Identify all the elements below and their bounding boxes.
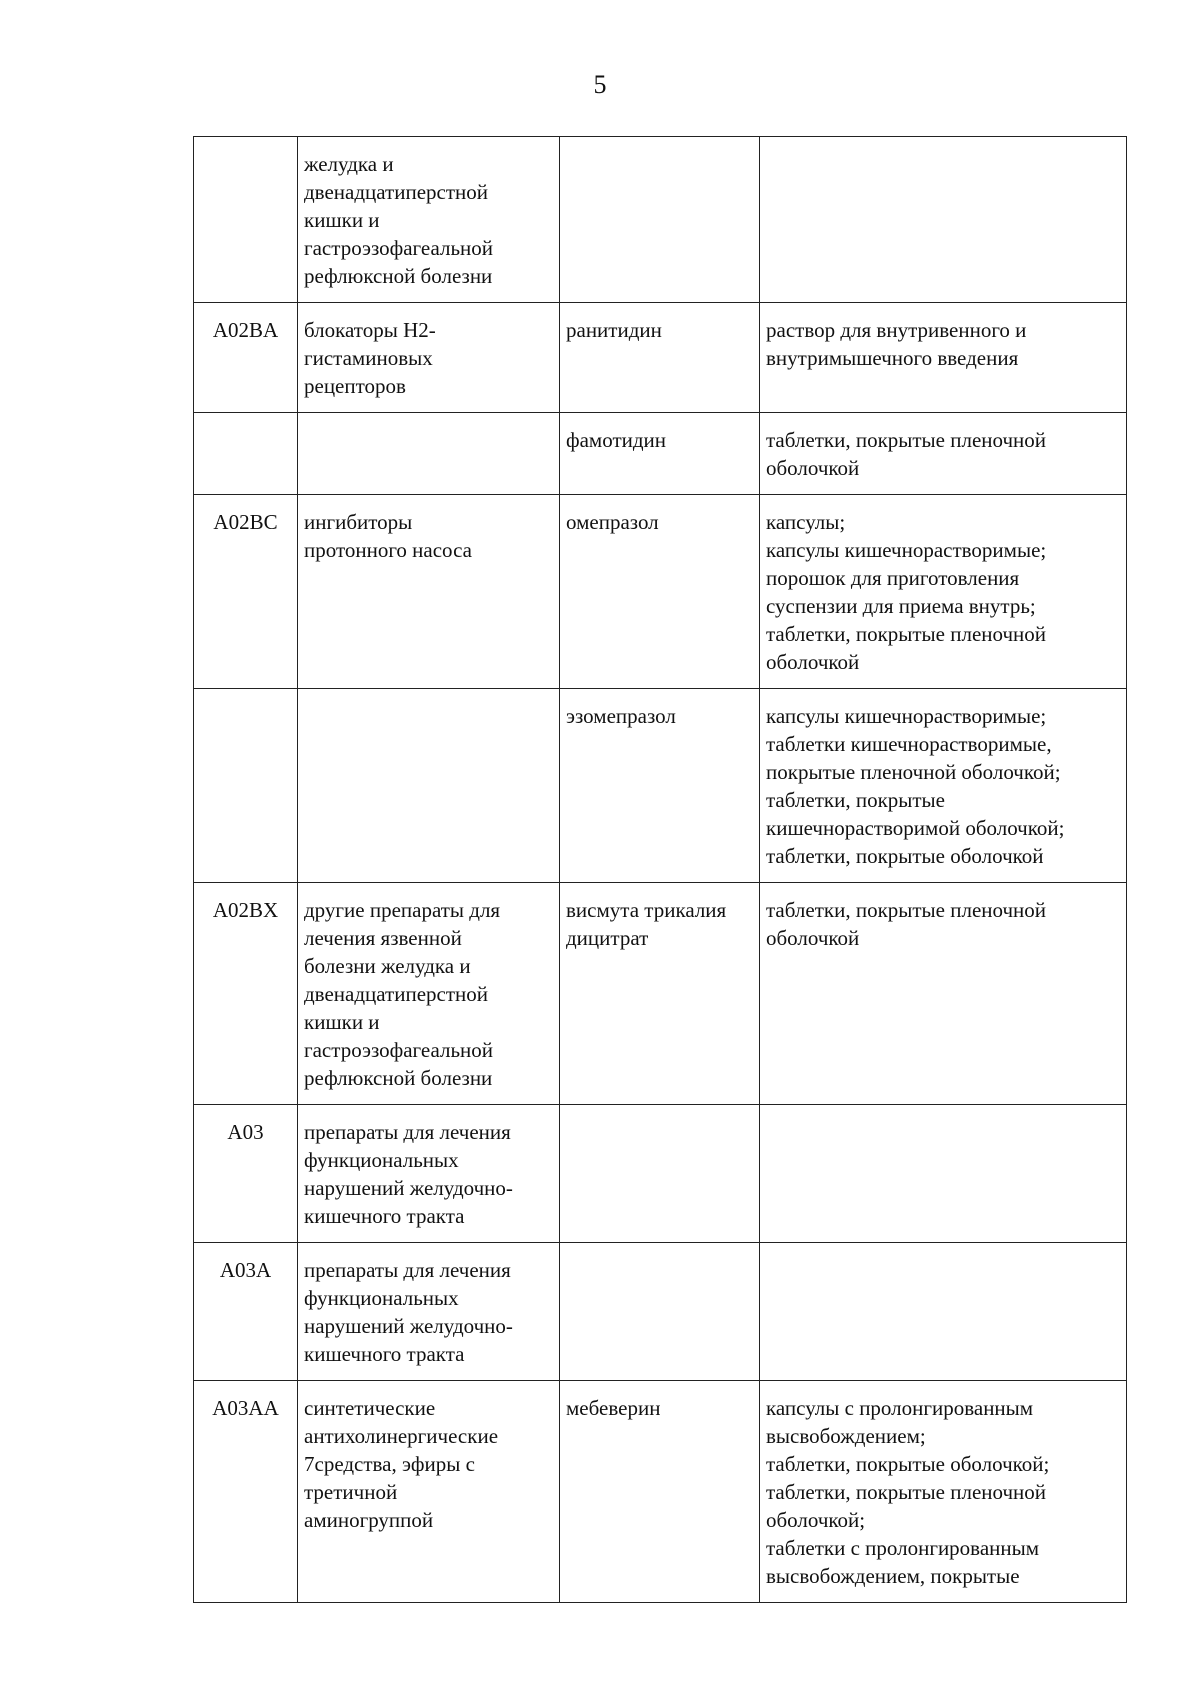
- table-row: [194, 1381, 1127, 1603]
- group-name-cell: препараты для лечения функциональных нарушений желудочно- кишечного тракта: [298, 1105, 560, 1243]
- table-row: [194, 413, 1127, 495]
- drug-name-cell: висмута трикалия дицитрат: [560, 883, 760, 1105]
- dosage-form-cell: капсулы кишечнорастворимые; таблетки кишечнорастворимые, покрытые пленочной оболочкой; таблетки, покрытые кишечнорастворимой оболочкой; таблетки, покрытые оболочкой: [760, 689, 1127, 883]
- atc-code-cell: [194, 413, 298, 495]
- drug-name-cell: эзомепразол: [560, 689, 760, 883]
- dosage-form-cell: капсулы; капсулы кишечнорастворимые; порошок для приготовления суспензии для приема внутрь; таблетки, покрытые пленочной оболочкой: [760, 495, 1127, 689]
- group-name-cell: синтетические антихолинергические 7средства, эфиры с третичной аминогруппой: [298, 1381, 560, 1603]
- atc-code-cell: [194, 689, 298, 883]
- table-row: [194, 137, 1127, 303]
- atc-code-cell: A03AA: [194, 1381, 298, 1603]
- group-name-cell: ингибиторы протонного насоса: [298, 495, 560, 689]
- atc-code-cell: A03: [194, 1105, 298, 1243]
- group-name-cell: другие препараты для лечения язвенной болезни желудка и двенадцатиперстной кишки и гастроэзофагеальной рефлюксной болезни: [298, 883, 560, 1105]
- atc-code-cell: A02BC: [194, 495, 298, 689]
- drug-name-cell: мебеверин: [560, 1381, 760, 1603]
- table-row: [194, 1243, 1127, 1381]
- atc-code-cell: A02BX: [194, 883, 298, 1105]
- drug-name-cell: [560, 1243, 760, 1381]
- dosage-form-cell: [760, 137, 1127, 303]
- atc-code-cell: A03A: [194, 1243, 298, 1381]
- group-name-cell: препараты для лечения функциональных нарушений желудочно- кишечного тракта: [298, 1243, 560, 1381]
- drug-name-cell: ранитидин: [560, 303, 760, 413]
- drug-name-cell: [560, 1105, 760, 1243]
- group-name-cell: желудка и двенадцатиперстной кишки и гастроэзофагеальной рефлюксной болезни: [298, 137, 560, 303]
- drug-name-cell: фамотидин: [560, 413, 760, 495]
- drug-name-cell: омепразол: [560, 495, 760, 689]
- dosage-form-cell: капсулы с пролонгированным высвобождением; таблетки, покрытые оболочкой; таблетки, покрытые пленочной оболочкой; таблетки с пролонгированным высвобождением, покрытые: [760, 1381, 1127, 1603]
- group-name-cell: блокаторы H2- гистаминовых рецепторов: [298, 303, 560, 413]
- table-row: [194, 689, 1127, 883]
- drug-name-cell: [560, 137, 760, 303]
- table-row: [194, 883, 1127, 1105]
- dosage-form-cell: таблетки, покрытые пленочной оболочкой: [760, 413, 1127, 495]
- group-name-cell: [298, 689, 560, 883]
- table-row: [194, 495, 1127, 689]
- dosage-form-cell: таблетки, покрытые пленочной оболочкой: [760, 883, 1127, 1105]
- table-row: [194, 1105, 1127, 1243]
- group-name-cell: [298, 413, 560, 495]
- table-row: [194, 303, 1127, 413]
- atc-code-cell: A02BA: [194, 303, 298, 413]
- drug-table: [193, 136, 1127, 1603]
- dosage-form-cell: раствор для внутривенного и внутримышечного введения: [760, 303, 1127, 413]
- atc-code-cell: [194, 137, 298, 303]
- dosage-form-cell: [760, 1243, 1127, 1381]
- page-number: 5: [593, 70, 607, 99]
- dosage-form-cell: [760, 1105, 1127, 1243]
